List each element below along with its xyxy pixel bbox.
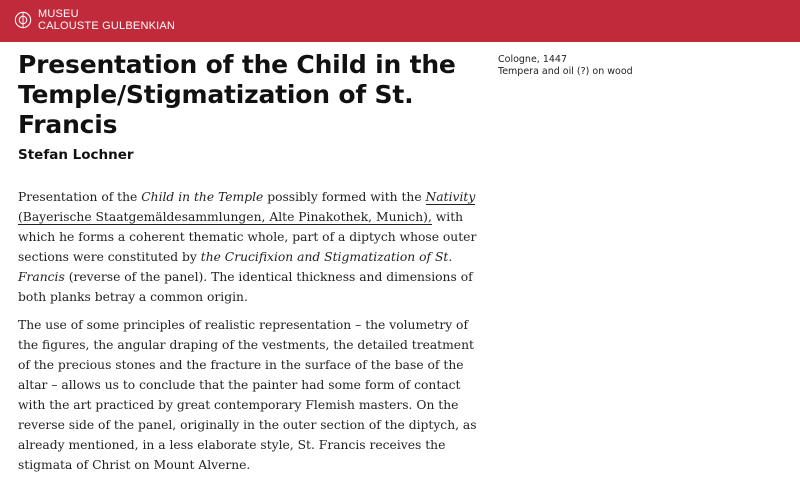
museum-name-line1: MUSEU <box>38 8 79 20</box>
place-date: Cologne, 1447 <box>498 54 568 65</box>
artist-name: Stefan Lochner <box>18 147 134 163</box>
p1-text-a: Presentation of the <box>18 190 142 204</box>
p1-emphasis-1: Child in the Temple <box>141 190 264 204</box>
museum-name <box>38 8 175 32</box>
museum-name-line2: CALOUSTE GULBENKIAN <box>38 20 176 32</box>
artwork-description <box>18 187 478 475</box>
artwork-metadata <box>498 54 633 78</box>
museum-logo[interactable] <box>14 8 175 32</box>
p1-text-c: with which he forms a coherent thematic whole, part of a diptych whose outer sections were constituted by <box>18 210 477 264</box>
header-accent <box>730 40 800 42</box>
description-paragraph-1 <box>18 187 478 307</box>
nativity-link-title: Nativity <box>425 190 476 204</box>
p1-text-d: (reverse of the panel). The identical thickness and dimensions of both planks betray a common origin. <box>18 270 473 304</box>
p1-text-b: possibly formed with the <box>263 190 426 204</box>
artwork-content <box>18 50 478 483</box>
gulbenkian-logo-icon <box>14 11 32 29</box>
artwork-title: Presentation of the Child in the Temple/Stigmatization of St. Francis <box>18 50 456 139</box>
medium: Tempera and oil (?) on wood <box>498 66 633 77</box>
nativity-link-rest: (Bayerische Staatgemäldesammlungen, Alte Pinakothek, Munich), <box>18 210 432 224</box>
description-paragraph-2: The use of some principles of realistic representation – the volumetry of the figures, the angular draping of the vestments, the detailed treatment of the precious stones and the fracture in the surface of the base of the altar – allows us to conclude that the painter had some form of contact with the art practiced by great contemporary Flemish masters. On the reverse side of the panel, originally in the outer section of the diptych, as already mentioned, in a less elaborate style, St. Francis receives the stigmata of Christ on Mount Alverne. <box>18 318 477 472</box>
p1-emphasis-2: the Crucifixion and Stigmatization of St. Francis <box>18 250 453 284</box>
site-header <box>0 0 800 42</box>
